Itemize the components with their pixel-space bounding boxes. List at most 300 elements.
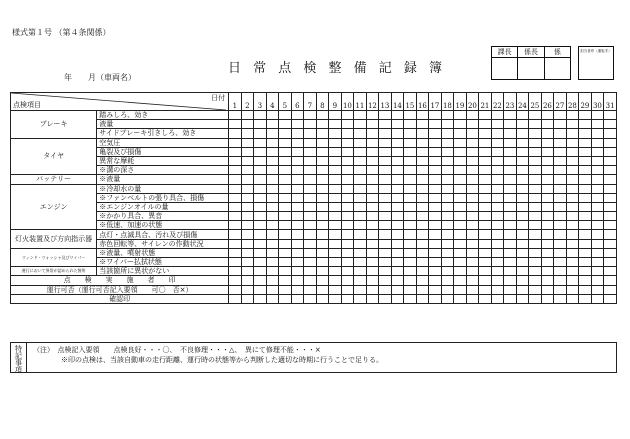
check-cell[interactable] [579,276,592,285]
check-cell[interactable] [404,248,417,257]
check-cell[interactable] [504,212,517,221]
check-cell[interactable] [591,202,604,211]
check-cell[interactable] [266,175,279,184]
check-cell[interactable] [366,221,379,230]
check-cell[interactable] [429,166,442,175]
check-cell[interactable] [241,239,254,248]
check-cell[interactable] [566,193,579,202]
check-cell[interactable] [266,230,279,239]
check-cell[interactable] [466,175,479,184]
check-cell[interactable] [229,212,242,221]
check-cell[interactable] [354,193,367,202]
check-cell[interactable] [604,147,617,156]
check-cell[interactable] [354,221,367,230]
check-cell[interactable] [441,147,454,156]
check-cell[interactable] [254,147,267,156]
check-cell[interactable] [266,212,279,221]
check-cell[interactable] [391,184,404,193]
check-cell[interactable] [341,111,354,120]
check-cell[interactable] [266,221,279,230]
check-cell[interactable] [416,202,429,211]
check-cell[interactable] [391,285,404,294]
check-cell[interactable] [354,248,367,257]
check-cell[interactable] [466,248,479,257]
check-cell[interactable] [241,175,254,184]
check-cell[interactable] [579,129,592,138]
check-cell[interactable] [304,156,317,165]
check-cell[interactable] [604,184,617,193]
check-cell[interactable] [554,202,567,211]
check-cell[interactable] [291,193,304,202]
check-cell[interactable] [429,285,442,294]
check-cell[interactable] [266,294,279,303]
check-cell[interactable] [566,294,579,303]
check-cell[interactable] [291,129,304,138]
check-cell[interactable] [241,202,254,211]
check-cell[interactable] [316,258,329,267]
check-cell[interactable] [241,285,254,294]
check-cell[interactable] [429,212,442,221]
check-cell[interactable] [404,276,417,285]
check-cell[interactable] [541,202,554,211]
check-cell[interactable] [391,239,404,248]
check-cell[interactable] [254,175,267,184]
check-cell[interactable] [579,258,592,267]
check-cell[interactable] [366,138,379,147]
check-cell[interactable] [379,166,392,175]
check-cell[interactable] [291,120,304,129]
check-cell[interactable] [541,166,554,175]
check-cell[interactable] [491,258,504,267]
check-cell[interactable] [441,276,454,285]
check-cell[interactable] [229,294,242,303]
check-cell[interactable] [479,276,492,285]
check-cell[interactable] [304,230,317,239]
check-cell[interactable] [454,120,467,129]
check-cell[interactable] [379,276,392,285]
check-cell[interactable] [391,166,404,175]
check-cell[interactable] [504,166,517,175]
check-cell[interactable] [491,147,504,156]
check-cell[interactable] [254,184,267,193]
check-cell[interactable] [466,184,479,193]
check-cell[interactable] [491,156,504,165]
check-cell[interactable] [441,184,454,193]
check-cell[interactable] [529,202,542,211]
check-cell[interactable] [391,248,404,257]
check-cell[interactable] [566,202,579,211]
check-cell[interactable] [391,111,404,120]
check-cell[interactable] [279,267,292,276]
check-cell[interactable] [316,267,329,276]
check-cell[interactable] [554,175,567,184]
check-cell[interactable] [254,221,267,230]
check-cell[interactable] [354,230,367,239]
check-cell[interactable] [429,258,442,267]
check-cell[interactable] [504,138,517,147]
check-cell[interactable] [266,193,279,202]
check-cell[interactable] [479,111,492,120]
check-cell[interactable] [441,202,454,211]
check-cell[interactable] [516,230,529,239]
check-cell[interactable] [491,175,504,184]
check-cell[interactable] [241,276,254,285]
check-cell[interactable] [491,166,504,175]
check-cell[interactable] [466,276,479,285]
check-cell[interactable] [541,258,554,267]
check-cell[interactable] [304,212,317,221]
check-cell[interactable] [229,120,242,129]
check-cell[interactable] [391,202,404,211]
check-cell[interactable] [291,285,304,294]
check-cell[interactable] [429,175,442,184]
check-cell[interactable] [366,156,379,165]
check-cell[interactable] [504,184,517,193]
check-cell[interactable] [491,202,504,211]
check-cell[interactable] [329,120,342,129]
check-cell[interactable] [579,166,592,175]
check-cell[interactable] [429,120,442,129]
check-cell[interactable] [304,248,317,257]
check-cell[interactable] [591,175,604,184]
check-cell[interactable] [229,230,242,239]
check-cell[interactable] [366,285,379,294]
check-cell[interactable] [254,202,267,211]
check-cell[interactable] [579,230,592,239]
check-cell[interactable] [566,212,579,221]
check-cell[interactable] [591,166,604,175]
check-cell[interactable] [304,184,317,193]
check-cell[interactable] [591,120,604,129]
check-cell[interactable] [279,175,292,184]
check-cell[interactable] [341,166,354,175]
check-cell[interactable] [316,202,329,211]
check-cell[interactable] [304,138,317,147]
check-cell[interactable] [366,111,379,120]
check-cell[interactable] [529,294,542,303]
check-cell[interactable] [329,267,342,276]
check-cell[interactable] [529,166,542,175]
check-cell[interactable] [254,267,267,276]
check-cell[interactable] [554,138,567,147]
check-cell[interactable] [316,212,329,221]
check-cell[interactable] [391,147,404,156]
check-cell[interactable] [479,129,492,138]
check-cell[interactable] [379,193,392,202]
check-cell[interactable] [491,138,504,147]
check-cell[interactable] [454,193,467,202]
check-cell[interactable] [404,184,417,193]
check-cell[interactable] [429,147,442,156]
check-cell[interactable] [366,120,379,129]
check-cell[interactable] [479,175,492,184]
check-cell[interactable] [366,184,379,193]
check-cell[interactable] [254,294,267,303]
check-cell[interactable] [241,258,254,267]
check-cell[interactable] [279,239,292,248]
check-cell[interactable] [291,175,304,184]
check-cell[interactable] [554,248,567,257]
check-cell[interactable] [466,193,479,202]
check-cell[interactable] [416,138,429,147]
check-cell[interactable] [366,230,379,239]
check-cell[interactable] [504,111,517,120]
check-cell[interactable] [379,184,392,193]
check-cell[interactable] [404,193,417,202]
check-cell[interactable] [304,147,317,156]
check-cell[interactable] [479,193,492,202]
check-cell[interactable] [441,166,454,175]
check-cell[interactable] [416,239,429,248]
check-cell[interactable] [479,184,492,193]
check-cell[interactable] [504,239,517,248]
check-cell[interactable] [454,129,467,138]
check-cell[interactable] [404,175,417,184]
check-cell[interactable] [429,111,442,120]
check-cell[interactable] [491,239,504,248]
check-cell[interactable] [541,294,554,303]
check-cell[interactable] [279,276,292,285]
check-cell[interactable] [416,129,429,138]
check-cell[interactable] [441,129,454,138]
check-cell[interactable] [604,276,617,285]
check-cell[interactable] [279,193,292,202]
check-cell[interactable] [379,285,392,294]
check-cell[interactable] [479,202,492,211]
check-cell[interactable] [554,267,567,276]
check-cell[interactable] [266,147,279,156]
check-cell[interactable] [504,202,517,211]
check-cell[interactable] [566,166,579,175]
check-cell[interactable] [316,147,329,156]
check-cell[interactable] [479,267,492,276]
check-cell[interactable] [429,156,442,165]
check-cell[interactable] [266,111,279,120]
check-cell[interactable] [541,111,554,120]
check-cell[interactable] [491,212,504,221]
check-cell[interactable] [341,156,354,165]
check-cell[interactable] [429,239,442,248]
check-cell[interactable] [516,258,529,267]
check-cell[interactable] [516,184,529,193]
check-cell[interactable] [566,221,579,230]
check-cell[interactable] [241,294,254,303]
check-cell[interactable] [491,111,504,120]
check-cell[interactable] [229,138,242,147]
check-cell[interactable] [441,120,454,129]
check-cell[interactable] [366,267,379,276]
check-cell[interactable] [566,248,579,257]
check-cell[interactable] [291,111,304,120]
check-cell[interactable] [241,221,254,230]
check-cell[interactable] [416,221,429,230]
check-cell[interactable] [529,230,542,239]
check-cell[interactable] [229,221,242,230]
check-cell[interactable] [591,294,604,303]
check-cell[interactable] [491,184,504,193]
check-cell[interactable] [416,193,429,202]
check-cell[interactable] [229,175,242,184]
check-cell[interactable] [229,258,242,267]
check-cell[interactable] [304,285,317,294]
check-cell[interactable] [591,221,604,230]
check-cell[interactable] [354,129,367,138]
check-cell[interactable] [466,267,479,276]
check-cell[interactable] [479,258,492,267]
check-cell[interactable] [516,276,529,285]
check-cell[interactable] [579,156,592,165]
check-cell[interactable] [591,138,604,147]
check-cell[interactable] [416,166,429,175]
check-cell[interactable] [241,230,254,239]
check-cell[interactable] [366,239,379,248]
check-cell[interactable] [466,147,479,156]
check-cell[interactable] [504,276,517,285]
check-cell[interactable] [504,120,517,129]
check-cell[interactable] [404,120,417,129]
check-cell[interactable] [466,285,479,294]
check-cell[interactable] [229,202,242,211]
check-cell[interactable] [266,267,279,276]
check-cell[interactable] [404,156,417,165]
check-cell[interactable] [341,285,354,294]
check-cell[interactable] [479,120,492,129]
check-cell[interactable] [354,267,367,276]
check-cell[interactable] [566,285,579,294]
check-cell[interactable] [404,147,417,156]
check-cell[interactable] [404,212,417,221]
check-cell[interactable] [504,129,517,138]
check-cell[interactable] [279,248,292,257]
check-cell[interactable] [604,285,617,294]
check-cell[interactable] [579,212,592,221]
check-cell[interactable] [429,221,442,230]
check-cell[interactable] [341,248,354,257]
check-cell[interactable] [229,156,242,165]
check-cell[interactable] [341,120,354,129]
check-cell[interactable] [391,120,404,129]
check-cell[interactable] [279,120,292,129]
check-cell[interactable] [329,175,342,184]
check-cell[interactable] [416,267,429,276]
check-cell[interactable] [304,239,317,248]
check-cell[interactable] [466,221,479,230]
check-cell[interactable] [516,267,529,276]
check-cell[interactable] [479,221,492,230]
check-cell[interactable] [466,239,479,248]
check-cell[interactable] [266,166,279,175]
check-cell[interactable] [604,230,617,239]
check-cell[interactable] [529,239,542,248]
check-cell[interactable] [291,248,304,257]
check-cell[interactable] [329,239,342,248]
check-cell[interactable] [566,258,579,267]
check-cell[interactable] [329,248,342,257]
check-cell[interactable] [516,111,529,120]
check-cell[interactable] [441,239,454,248]
check-cell[interactable] [529,129,542,138]
check-cell[interactable] [479,285,492,294]
check-cell[interactable] [379,138,392,147]
check-cell[interactable] [491,221,504,230]
check-cell[interactable] [441,221,454,230]
check-cell[interactable] [241,138,254,147]
check-cell[interactable] [366,276,379,285]
check-cell[interactable] [279,212,292,221]
check-cell[interactable] [491,276,504,285]
check-cell[interactable] [541,175,554,184]
check-cell[interactable] [604,193,617,202]
check-cell[interactable] [516,120,529,129]
check-cell[interactable] [416,120,429,129]
check-cell[interactable] [604,138,617,147]
check-cell[interactable] [404,111,417,120]
check-cell[interactable] [566,120,579,129]
check-cell[interactable] [604,294,617,303]
check-cell[interactable] [379,147,392,156]
check-cell[interactable] [479,156,492,165]
check-cell[interactable] [366,129,379,138]
check-cell[interactable] [329,276,342,285]
check-cell[interactable] [316,230,329,239]
check-cell[interactable] [479,294,492,303]
check-cell[interactable] [441,193,454,202]
check-cell[interactable] [404,239,417,248]
check-cell[interactable] [241,156,254,165]
check-cell[interactable] [379,294,392,303]
check-cell[interactable] [354,111,367,120]
check-cell[interactable] [441,212,454,221]
check-cell[interactable] [579,138,592,147]
check-cell[interactable] [404,285,417,294]
check-cell[interactable] [391,212,404,221]
check-cell[interactable] [579,193,592,202]
check-cell[interactable] [416,258,429,267]
check-cell[interactable] [304,129,317,138]
check-cell[interactable] [441,138,454,147]
check-cell[interactable] [366,294,379,303]
check-cell[interactable] [254,138,267,147]
check-cell[interactable] [354,212,367,221]
check-cell[interactable] [604,212,617,221]
check-cell[interactable] [366,258,379,267]
check-cell[interactable] [466,294,479,303]
check-cell[interactable] [291,230,304,239]
check-cell[interactable] [566,138,579,147]
check-cell[interactable] [554,294,567,303]
check-cell[interactable] [429,138,442,147]
check-cell[interactable] [341,193,354,202]
check-cell[interactable] [554,193,567,202]
check-cell[interactable] [579,294,592,303]
check-cell[interactable] [404,267,417,276]
check-cell[interactable] [291,276,304,285]
check-cell[interactable] [491,193,504,202]
check-cell[interactable] [566,175,579,184]
check-cell[interactable] [329,156,342,165]
check-cell[interactable] [291,147,304,156]
check-cell[interactable] [416,111,429,120]
check-cell[interactable] [579,111,592,120]
check-cell[interactable] [554,166,567,175]
check-cell[interactable] [566,111,579,120]
check-cell[interactable] [529,111,542,120]
check-cell[interactable] [229,239,242,248]
check-cell[interactable] [304,221,317,230]
check-cell[interactable] [529,285,542,294]
check-cell[interactable] [516,138,529,147]
check-cell[interactable] [341,230,354,239]
